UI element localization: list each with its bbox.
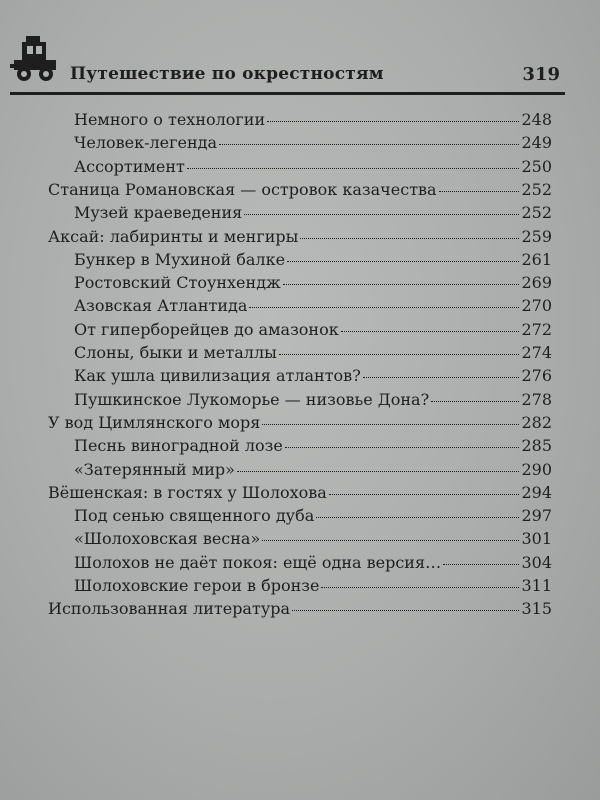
toc-entry <box>48 599 552 621</box>
dot-leader <box>249 307 519 308</box>
toc-entry-page: 259 <box>521 226 552 246</box>
toc-entry <box>74 250 552 272</box>
toc-entry-page: 276 <box>521 366 552 386</box>
toc-entry-page: 270 <box>521 296 552 316</box>
toc-entry-page: 311 <box>521 576 552 595</box>
steam-locomotive-icon <box>8 30 64 86</box>
toc-entry <box>74 553 552 575</box>
toc-entry-title: Ростовский Стоунхендж <box>74 273 281 293</box>
toc-entry-page: 250 <box>521 156 552 176</box>
dot-leader <box>262 540 519 541</box>
toc-entry <box>74 133 552 155</box>
toc-entry-title: Шолохов не даёт покоя: ещё одна версия… <box>74 552 442 572</box>
toc-entry <box>74 203 552 225</box>
dot-leader <box>262 424 519 425</box>
toc-entry <box>74 157 552 179</box>
dot-leader <box>244 214 519 215</box>
toc-entry-page: 278 <box>521 389 552 409</box>
toc-entry-title: У вод Цимлянского моря <box>48 412 261 432</box>
toc-entry-page: 301 <box>521 529 552 549</box>
dot-leader <box>292 610 519 611</box>
toc-entry-page: 304 <box>521 552 552 572</box>
dot-leader <box>321 587 519 588</box>
toc-entry-title: Как ушла цивилизация атлантов? <box>74 366 361 386</box>
toc-entry-title: Станица Романовская — островок казачества <box>48 179 437 199</box>
dot-leader <box>237 471 520 472</box>
toc-entry-title: Шолоховские герои в бронзе <box>74 576 320 595</box>
toc-entry-title: От гиперборейцев до амазонок <box>74 319 339 339</box>
toc-entry-page: 294 <box>521 482 552 502</box>
toc-entry <box>74 436 552 458</box>
toc-entry <box>74 320 552 342</box>
header-rule <box>10 92 565 95</box>
toc-entry-title: Бункер в Мухиной балке <box>74 249 286 269</box>
running-header-title: Путешествие по окрестностям <box>70 64 384 84</box>
toc-entry-title: «Шолоховская весна» <box>74 529 261 549</box>
toc-entry-title: Ассортимент <box>74 156 185 176</box>
toc-entry-page: 272 <box>521 319 552 339</box>
toc-entry-title: Человек-легенда <box>74 133 218 153</box>
dot-leader <box>439 191 520 192</box>
dot-leader <box>267 121 519 122</box>
dot-leader <box>283 284 520 285</box>
toc-entry-title: Музей краеведения <box>74 203 243 223</box>
dot-leader <box>443 564 519 565</box>
toc-entry <box>48 483 552 505</box>
toc-entry-title: Песнь виноградной лозе <box>74 436 283 456</box>
toc-entry-page: 249 <box>521 133 552 153</box>
toc-entry-page: 252 <box>521 203 552 223</box>
toc-entry-page: 290 <box>521 459 552 479</box>
toc-entry-title: Азовская Атлантида <box>74 296 248 316</box>
toc-entry <box>48 413 552 435</box>
toc-entry-title: Аксай: лабиринты и менгиры <box>48 226 299 246</box>
toc-entry <box>48 227 552 249</box>
dot-leader <box>300 238 519 239</box>
dot-leader <box>341 331 520 332</box>
toc-entry-title: Под сенью священного дуба <box>74 506 315 526</box>
toc-entry-title: Немного о технологии <box>74 110 266 129</box>
toc-entry-page: 248 <box>521 110 552 129</box>
toc-entry <box>74 390 552 412</box>
toc-entry-title: Слоны, быки и металлы <box>74 343 277 362</box>
toc-entry <box>48 180 552 202</box>
toc-entry-title: Вёшенская: в гостях у Шолохова <box>48 482 327 502</box>
toc-entry-page: 252 <box>521 179 552 199</box>
page-number: 319 <box>522 64 560 85</box>
toc-entry-page: 261 <box>521 249 552 269</box>
toc-entry-page: 315 <box>521 599 552 619</box>
toc-entry <box>74 296 552 318</box>
toc-entry-page: 269 <box>521 273 552 293</box>
dot-leader <box>316 517 519 518</box>
dot-leader <box>329 494 520 495</box>
dot-leader <box>187 168 520 169</box>
toc-entry-title: Пушкинское Лукоморье — низовье Дона? <box>74 389 430 409</box>
dot-leader <box>287 261 519 262</box>
toc-entry <box>74 460 552 482</box>
toc-entry <box>74 366 552 388</box>
toc-entry <box>74 110 552 132</box>
toc-entry <box>74 529 552 551</box>
toc-entry-title: «Затерянный мир» <box>74 459 235 479</box>
dot-leader <box>363 377 520 378</box>
toc-entry <box>74 273 552 295</box>
toc-entry-page: 282 <box>521 412 552 432</box>
toc-entry <box>74 343 552 365</box>
toc-entry <box>74 506 552 528</box>
toc-entry <box>74 576 552 598</box>
dot-leader <box>219 144 519 145</box>
toc-entry-page: 297 <box>521 506 552 526</box>
toc-entry-title: Использованная литература <box>48 599 291 619</box>
dot-leader <box>285 447 520 448</box>
toc-entry-page: 274 <box>521 343 552 362</box>
dot-leader <box>279 354 520 355</box>
dot-leader <box>431 401 519 402</box>
toc-entry-page: 285 <box>521 436 552 456</box>
